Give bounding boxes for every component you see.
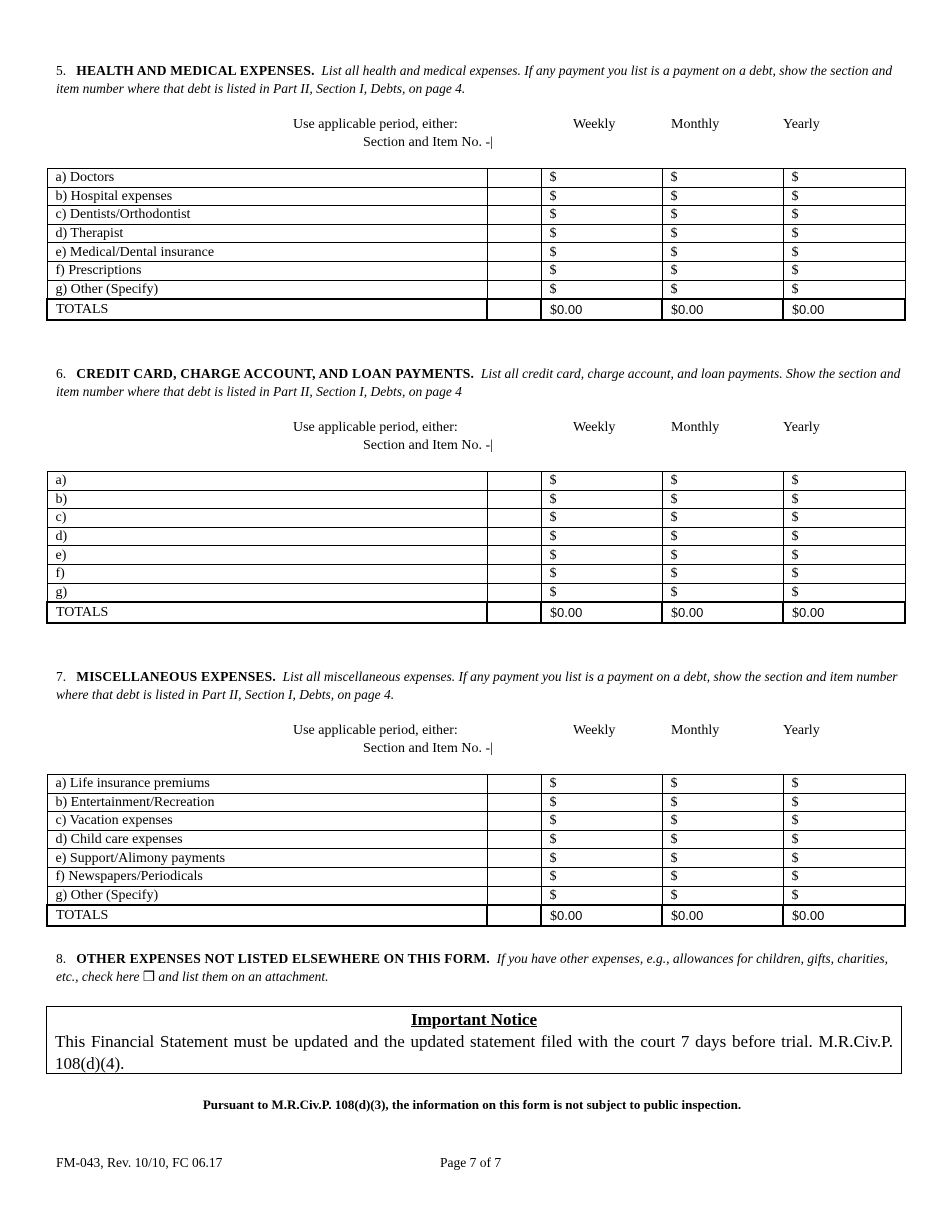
weekly-label: Weekly [573, 420, 616, 435]
section-title: MISCELLANEOUS EXPENSES. [76, 669, 276, 684]
expense-table-section-6 [46, 471, 906, 624]
notice-body: This Financial Statement must be updated and the updated statement filed with the court 7 days before trial. M.R.Civ.P. 108(d)(4). [55, 1032, 893, 1073]
section-item-cell[interactable] [487, 886, 541, 905]
expense-label: f) [47, 564, 487, 583]
section-item-cell[interactable] [487, 830, 541, 849]
section-item-cell[interactable] [487, 812, 541, 831]
expense-table-section-5 [46, 168, 906, 321]
expense-label: f) Prescriptions [47, 261, 487, 280]
weekly-amount-cell[interactable]: $ [541, 490, 662, 509]
table-row [47, 546, 905, 565]
yearly-label: Yearly [783, 723, 820, 738]
weekly-amount-cell[interactable]: $ [541, 261, 662, 280]
monthly-amount-cell[interactable]: $ [662, 564, 783, 583]
yearly-amount-cell[interactable]: $ [783, 509, 905, 528]
section-7-heading: 7. MISCELLANEOUS EXPENSES. List all miscellaneous expenses. If any payment you list is a payment on a debt, show the section and item number where that debt is listed in Part II, Section I, Debts, on page 4. [56, 669, 898, 702]
notice-title: Important Notice [410, 1010, 538, 1029]
yearly-amount-cell[interactable]: $ [783, 224, 905, 243]
table-row [47, 886, 905, 905]
weekly-amount-cell[interactable]: $ [541, 793, 662, 812]
yearly-amount-cell[interactable]: $ [783, 775, 905, 794]
section-item-cell[interactable] [487, 472, 541, 491]
monthly-amount-cell[interactable]: $ [662, 509, 783, 528]
table-row [47, 509, 905, 528]
yearly-amount-cell[interactable]: $ [783, 830, 905, 849]
expense-label: a) [47, 472, 487, 491]
yearly-amount-cell[interactable]: $ [783, 280, 905, 299]
expense-label: b) [47, 490, 487, 509]
monthly-total: $0.00 [662, 602, 783, 623]
expense-label: e) Medical/Dental insurance [47, 243, 487, 262]
expense-label: g) [47, 583, 487, 602]
table-row [47, 280, 905, 299]
weekly-amount-cell[interactable]: $ [541, 280, 662, 299]
section-item-cell[interactable] [487, 775, 541, 794]
weekly-amount-cell[interactable]: $ [541, 546, 662, 565]
yearly-total: $0.00 [783, 905, 905, 926]
table-row [47, 169, 905, 188]
weekly-amount-cell[interactable]: $ [541, 564, 662, 583]
weekly-amount-cell[interactable]: $ [541, 509, 662, 528]
pursuant-statement: Pursuant to M.R.Civ.P. 108(d)(3), the information on this form is not subject to public inspection. [202, 1097, 742, 1112]
table-row [47, 830, 905, 849]
yearly-amount-cell[interactable]: $ [783, 564, 905, 583]
section-item-cell[interactable] [487, 583, 541, 602]
expense-label: e) Support/Alimony payments [47, 849, 487, 868]
monthly-amount-cell[interactable]: $ [662, 867, 783, 886]
monthly-amount-cell[interactable]: $ [662, 812, 783, 831]
section-8-title: OTHER EXPENSES NOT LISTED ELSEWHERE ON THIS FORM. [76, 951, 490, 966]
weekly-total: $0.00 [541, 905, 662, 926]
yearly-amount-cell[interactable]: $ [783, 867, 905, 886]
weekly-amount-cell[interactable]: $ [541, 169, 662, 188]
monthly-amount-cell[interactable]: $ [662, 527, 783, 546]
weekly-amount-cell[interactable]: $ [541, 849, 662, 868]
table-row [47, 775, 905, 794]
weekly-amount-cell[interactable]: $ [541, 206, 662, 225]
table-row [47, 849, 905, 868]
section-instructions: List all health and medical expenses. If any payment you list is a payment on a debt, show the section and item number where that debt is listed in Part II, Section I, Debts, on page 4. [56, 63, 893, 96]
weekly-amount-cell[interactable]: $ [541, 812, 662, 831]
section-item-cell[interactable] [487, 224, 541, 243]
monthly-label: Monthly [671, 117, 720, 132]
expense-label: d) [47, 527, 487, 546]
totals-section-cell [487, 905, 541, 926]
expense-label: b) Entertainment/Recreation [47, 793, 487, 812]
monthly-total: $0.00 [662, 905, 783, 926]
section-item-cell[interactable] [487, 280, 541, 299]
attachment-checkbox[interactable]: ❒ [142, 969, 155, 984]
section-title: HEALTH AND MEDICAL EXPENSES. [76, 63, 315, 78]
section-item-cell[interactable] [487, 490, 541, 509]
section-8-instructions: If you have other expenses, e.g., allowances for children, gifts, charities, etc., check here [56, 951, 888, 984]
monthly-amount-cell[interactable]: $ [662, 472, 783, 491]
section-instructions: List all credit card, charge account, and loan payments. Show the section and item number where that debt is listed in Part II, Section I, Debts, on page 4 [56, 366, 901, 399]
weekly-label: Weekly [573, 723, 616, 738]
monthly-amount-cell[interactable]: $ [662, 169, 783, 188]
totals-section-cell [487, 299, 541, 320]
expense-label: d) Child care expenses [47, 830, 487, 849]
period-label: Use applicable period, either: [293, 420, 458, 435]
monthly-amount-cell[interactable]: $ [662, 187, 783, 206]
table-row [47, 243, 905, 262]
table-row [47, 527, 905, 546]
expense-label: g) Other (Specify) [47, 280, 487, 299]
totals-row [47, 602, 905, 623]
section-item-label: Section and Item No. -| [363, 135, 493, 150]
section-item-label: Section and Item No. -| [363, 438, 493, 453]
yearly-label: Yearly [783, 117, 820, 132]
yearly-amount-cell[interactable]: $ [783, 243, 905, 262]
totals-row [47, 299, 905, 320]
monthly-amount-cell[interactable]: $ [662, 793, 783, 812]
yearly-amount-cell[interactable]: $ [783, 472, 905, 491]
table-row [47, 867, 905, 886]
totals-label: TOTALS [47, 299, 487, 320]
section-5-heading: 5. HEALTH AND MEDICAL EXPENSES. List all health and medical expenses. If any payment you list is a payment on a debt, show the section and item number where that debt is listed in Part II, Section I, Debts, on page 4. [56, 63, 893, 96]
monthly-amount-cell[interactable]: $ [662, 583, 783, 602]
section-item-cell[interactable] [487, 527, 541, 546]
expense-label: g) Other (Specify) [47, 886, 487, 905]
weekly-amount-cell[interactable]: $ [541, 830, 662, 849]
period-label: Use applicable period, either: [293, 723, 458, 738]
section-6-heading: 6. CREDIT CARD, CHARGE ACCOUNT, AND LOAN PAYMENTS. List all credit card, charge account, and loan payments. Show the section and item number where that debt is listed in Part II, Section I, Debts, on page 4 [56, 366, 901, 399]
monthly-label: Monthly [671, 723, 720, 738]
table-row [47, 224, 905, 243]
monthly-amount-cell[interactable]: $ [662, 206, 783, 225]
totals-section-cell [487, 602, 541, 623]
weekly-total: $0.00 [541, 602, 662, 623]
section-instructions: List all miscellaneous expenses. If any payment you list is a payment on a debt, show the section and item number where that debt is listed in Part II, Section I, Debts, on page 4. [56, 669, 898, 702]
weekly-amount-cell[interactable]: $ [541, 775, 662, 794]
monthly-amount-cell[interactable]: $ [662, 224, 783, 243]
yearly-total: $0.00 [783, 299, 905, 320]
weekly-amount-cell[interactable]: $ [541, 527, 662, 546]
table-row [47, 583, 905, 602]
monthly-amount-cell[interactable]: $ [662, 261, 783, 280]
monthly-label: Monthly [671, 420, 720, 435]
weekly-total: $0.00 [541, 299, 662, 320]
monthly-amount-cell[interactable]: $ [662, 280, 783, 299]
section-item-cell[interactable] [487, 243, 541, 262]
yearly-amount-cell[interactable]: $ [783, 490, 905, 509]
yearly-amount-cell[interactable]: $ [783, 886, 905, 905]
section-item-cell[interactable] [487, 867, 541, 886]
weekly-amount-cell[interactable]: $ [541, 187, 662, 206]
table-row [47, 187, 905, 206]
weekly-amount-cell[interactable]: $ [541, 224, 662, 243]
section-item-cell[interactable] [487, 564, 541, 583]
table-row [47, 472, 905, 491]
expense-label: c) Vacation expenses [47, 812, 487, 831]
weekly-label: Weekly [573, 117, 616, 132]
section-item-cell[interactable] [487, 793, 541, 812]
expense-label: c) [47, 509, 487, 528]
expense-label: f) Newspapers/Periodicals [47, 867, 487, 886]
monthly-amount-cell[interactable]: $ [662, 849, 783, 868]
table-row [47, 490, 905, 509]
expense-label: e) [47, 546, 487, 565]
important-notice-box [46, 1006, 902, 1074]
expense-table-section-7 [46, 774, 906, 927]
section-item-cell[interactable] [487, 849, 541, 868]
yearly-amount-cell[interactable]: $ [783, 527, 905, 546]
weekly-amount-cell[interactable]: $ [541, 472, 662, 491]
section-title: CREDIT CARD, CHARGE ACCOUNT, AND LOAN PAYMENTS. [76, 366, 475, 381]
section-item-cell[interactable] [487, 546, 541, 565]
expense-label: a) Doctors [47, 169, 487, 188]
section-item-label: Section and Item No. -| [363, 741, 493, 756]
table-row [47, 261, 905, 280]
yearly-amount-cell[interactable]: $ [783, 546, 905, 565]
section-item-cell[interactable] [487, 509, 541, 528]
table-row [47, 812, 905, 831]
expense-label: b) Hospital expenses [47, 187, 487, 206]
yearly-label: Yearly [783, 420, 820, 435]
totals-row [47, 905, 905, 926]
form-id: FM-043, Rev. 10/10, FC 06.17 [56, 1155, 223, 1170]
section-item-cell[interactable] [487, 261, 541, 280]
totals-label: TOTALS [47, 905, 487, 926]
yearly-amount-cell[interactable]: $ [783, 261, 905, 280]
section-item-cell[interactable] [487, 206, 541, 225]
yearly-total: $0.00 [783, 602, 905, 623]
yearly-amount-cell[interactable]: $ [783, 187, 905, 206]
expense-label: d) Therapist [47, 224, 487, 243]
page-number: Page 7 of 7 [440, 1155, 502, 1170]
yearly-amount-cell[interactable]: $ [783, 812, 905, 831]
monthly-amount-cell[interactable]: $ [662, 830, 783, 849]
yearly-amount-cell[interactable]: $ [783, 849, 905, 868]
weekly-amount-cell[interactable]: $ [541, 583, 662, 602]
section-item-cell[interactable] [487, 187, 541, 206]
yearly-amount-cell[interactable]: $ [783, 583, 905, 602]
monthly-amount-cell[interactable]: $ [662, 775, 783, 794]
weekly-amount-cell[interactable]: $ [541, 886, 662, 905]
section-8-heading: 8. OTHER EXPENSES NOT LISTED ELSEWHERE ON THIS FORM. If you have other expenses, e.g., allowances for children, gifts, charities, etc., check here ❒ and list them on an attachment. [56, 951, 888, 984]
weekly-amount-cell[interactable]: $ [541, 243, 662, 262]
yearly-amount-cell[interactable]: $ [783, 206, 905, 225]
table-row [47, 793, 905, 812]
monthly-total: $0.00 [662, 299, 783, 320]
monthly-amount-cell[interactable]: $ [662, 546, 783, 565]
monthly-amount-cell[interactable]: $ [662, 490, 783, 509]
section-item-cell[interactable] [487, 169, 541, 188]
monthly-amount-cell[interactable]: $ [662, 886, 783, 905]
yearly-amount-cell[interactable]: $ [783, 169, 905, 188]
weekly-amount-cell[interactable]: $ [541, 867, 662, 886]
table-row [47, 564, 905, 583]
monthly-amount-cell[interactable]: $ [662, 243, 783, 262]
totals-label: TOTALS [47, 602, 487, 623]
expense-label: c) Dentists/Orthodontist [47, 206, 487, 225]
table-row [47, 206, 905, 225]
period-label: Use applicable period, either: [293, 117, 458, 132]
expense-label: a) Life insurance premiums [47, 775, 487, 794]
yearly-amount-cell[interactable]: $ [783, 793, 905, 812]
